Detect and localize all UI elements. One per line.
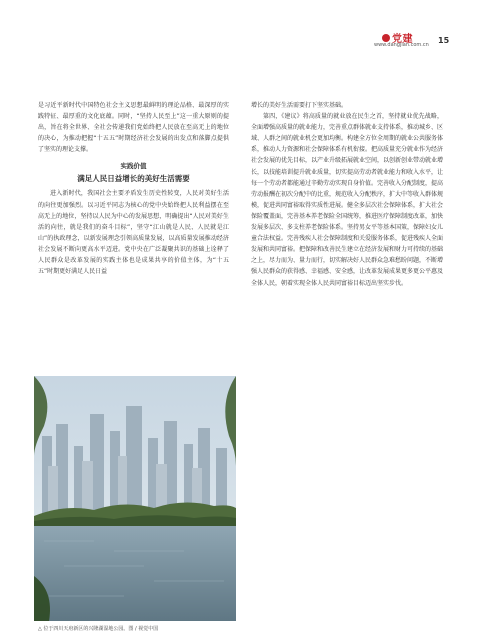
skyline-lake-image <box>34 376 236 621</box>
right-paragraph-2: 第四，《建议》将高质量的就业放在民生之首，坚持就业优先战略，全面增强高质量的就业能力，完善重点群体就业支持体系，推动城乡、区域、人群之间的就业机会更加均衡。构建全方位全周期的就业公共服务体系，推动人力资源和社会保障体系有机衔接。把高质量充分就业作为经济社会发展的优先目标，以产业升级拓展就业空间，以创新创业带动就业增长，以技能培训提升就业质量，切实提高劳动者就业能力和收入水平，让每一个劳动者都能通过辛勤劳动实现自身价值。完善收入分配制度，提高劳动报酬在初次分配中的比重，规范收入分配秩序，扩大中等收入群体规模，促进共同富裕取得实质性进展。健全多层次社会保障体系，扩大社会保险覆盖面，完善基本养老保险全国统筹，推进医疗保障制度改革，加快发展多层次、多支柱养老保险体系。坚持男女平等基本国策，保障妇女儿童合法权益。完善残疾人社会保障制度和关爱服务体系，促进残疾人全面发展和共同富裕。把保障和改善民生建立在经济发展和财力可持续的基础之上，尽力而为、量力而行，切实解决好人民群众急难愁盼问题，不断增强人民群众的获得感、幸福感、安全感，让改革发展成果更多更公平惠及全体人民，朝着实现全体人民共同富裕目标迈出坚实步伐。 <box>251 113 444 287</box>
section-label: 实践价值 <box>120 162 147 171</box>
website-url: www.dangjian.com.cn <box>374 42 429 48</box>
photo-caption: △ 位于四川天府新区的兴隆湖湿地公园。图 / 视觉中国 <box>38 626 159 632</box>
page-number: 15 <box>438 36 450 45</box>
left-column <box>38 100 229 277</box>
left-paragraph-2: 进入新时代，我国社会主要矛盾发生历史性转变，人民对美好生活的向往更加强烈。以习近平同志为核心的党中央始终把人民利益摆在至高无上的地位，坚持以人民为中心的发展思想，明确提出“人民对美好生活的向往，就是我们的奋斗目标”，坚守“江山就是人民、人民就是江山”的执政理念，以新发展理念引领高质量发展，以高质量发展推动经济社会发展不断向更高水平迈进。党中央在广泛凝聚共识的基础上诠释了人民群众是改革发展的实践主体也是成果共享的价值主体，为“十五五”时期更好满足人民日益 <box>38 190 229 276</box>
logo-text: 党建 <box>392 34 413 45</box>
party-emblem-icon <box>382 34 390 42</box>
left-paragraph-1: 是习近平新时代中国特色社会主义思想最鲜明的理论品格、最深厚的实践特征、最厚重的文化底蕴。同时，“坚持人民至上”这一重大原则的提出，旨在将全世界、全社会传递我们党始终把人民放在至高无上的地位的决心，为推动把握“十五五”时期经济社会发展的出发点和落脚点提供了坚实的理论支撑。 <box>38 102 229 154</box>
right-paragraph-1: 增长的美好生活需要打下坚实基础。 <box>251 102 348 109</box>
page-header <box>344 28 474 54</box>
right-column <box>251 100 443 289</box>
park-photo <box>34 376 236 621</box>
section-heading: 满足人民日益增长的美好生活需要 <box>77 174 190 184</box>
